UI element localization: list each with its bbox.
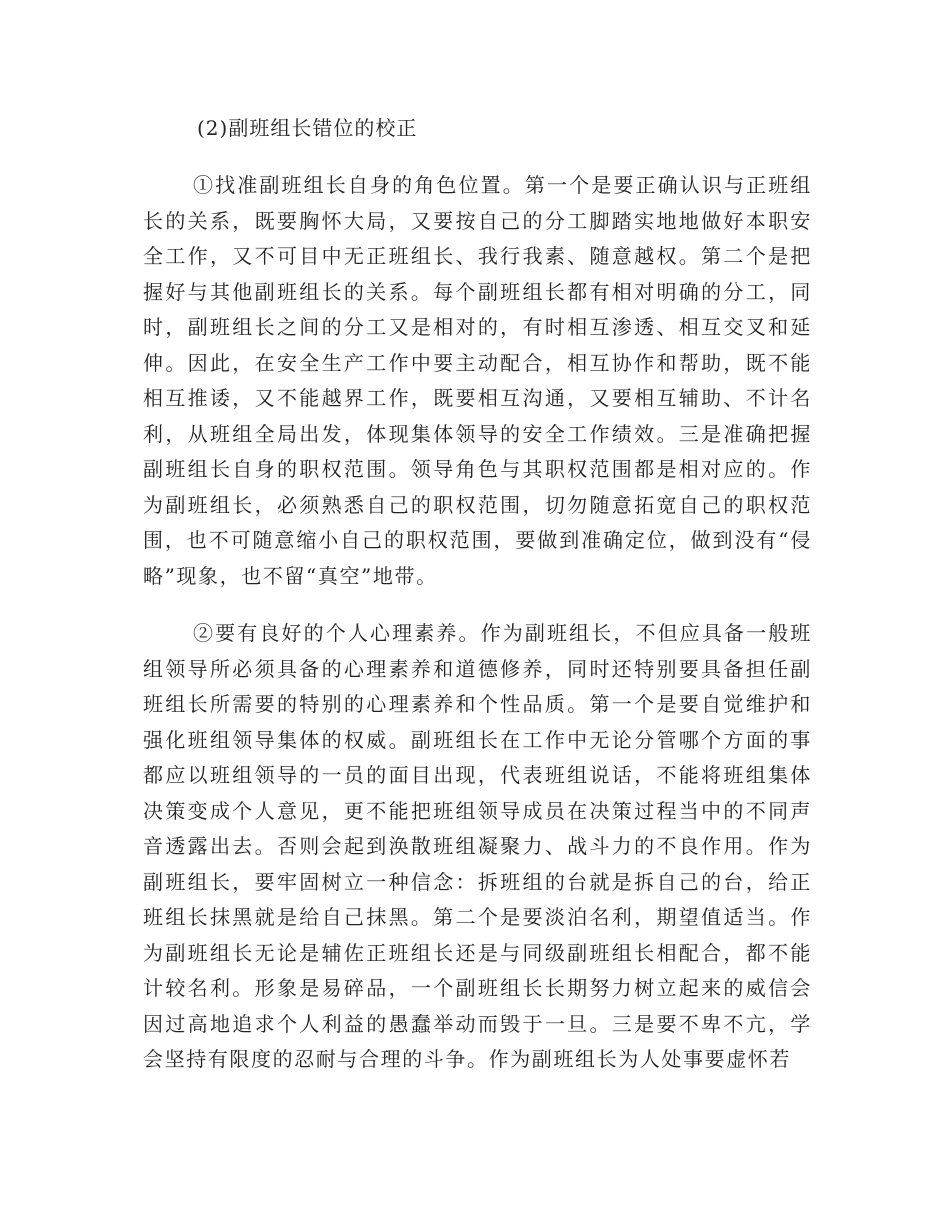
section-heading: (2)副班组长错位的校正 <box>197 116 418 140</box>
paragraph-psychological-quality: ②要有良好的个人心理素养。作为副班组长，不但应具备一般班组领导所必须具备的心理素养和道德修养，同时还特别要具备担任副班组长所需要的特别的心理素养和个性品质。第一个是要自觉维护和强化班组领导集体的权威。副班组长在工作中无论分管哪个方面的事都应以班组领导的一员的面目出现，代表班组说话，不能将班组集体决策变成个人意见，更不能把班组领导成员在决策过程当中的不同声音透露出去。否则会起到涣散班组凝聚力、战斗力的不良作用。作为副班组长，要牢固树立一种信念：拆班组的台就是拆自己的台，给正班组长抹黑就是给自己抹黑。第二个是要淡泊名利，期望值适当。作为副班组长无论是辅佐正班组长还是与同级副班组长相配合，都不能计较名利。形象是易碎品，一个副班组长长期努力树立起来的威信会因过高地追求个人利益的愚蠢举动而毁于一旦。三是要不卑不亢，学会坚持有限度的忍耐与合理的斗争。作为副班组长为人处事要虚怀若 <box>143 621 812 1071</box>
paragraph-role-position: ①找准副班组长自身的角色位置。第一个是要正确认识与正班组长的关系，既要胸怀大局，又要按自己的分工脚踏实地地做好本职安全工作，又不可目中无正班组长、我行我素、随意越权。第二个是把握好与其他副班组长的关系。每个副班组长都有相对明确的分工，同时，副班组长之间的分工又是相对的，有时相互渗透、相互交叉和延伸。因此，在安全生产工作中要主动配合，相互协作和帮助，既不能相互推诿，又不能越界工作，既要相互沟通，又要相互辅助、不计名利，从班组全局出发，体现集体领导的安全工作绩效。三是准确把握副班组长自身的职权范围。领导角色与其职权范围都是相对应的。作为副班组长，必须熟悉自己的职权范围，切勿随意拓宽自己的职权范围，也不可随意缩小自己的职权范围，要做到准确定位，做到没有“侵略”现象，也不留“真空”地带。 <box>143 173 812 588</box>
